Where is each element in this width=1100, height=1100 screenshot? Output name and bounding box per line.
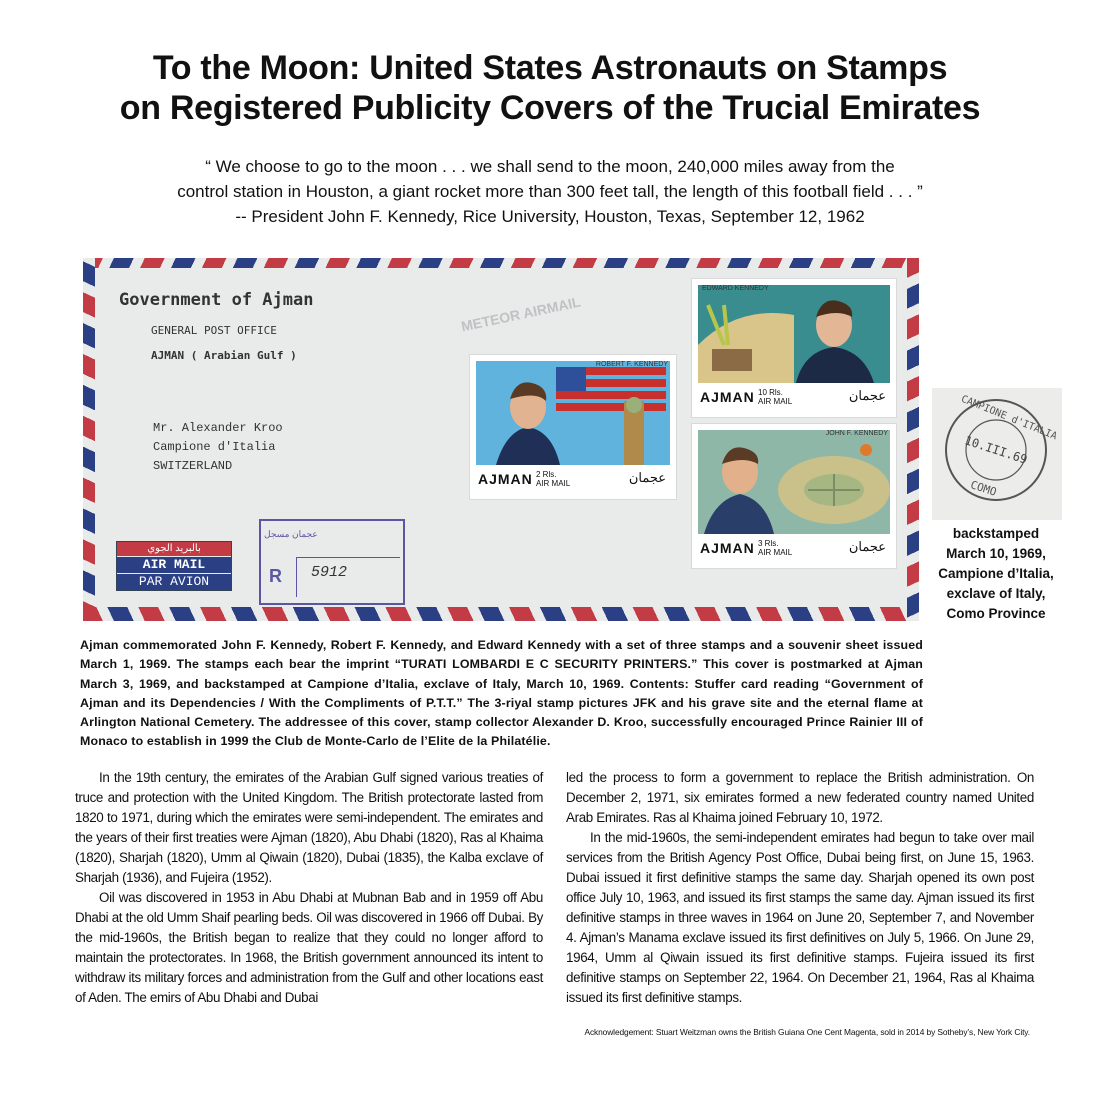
body-paragraph: In the mid-1960s, the semi-independent emirates had begun to take over mail services from the British Agency Post Office, Dubai being first, on June 15, 1963. Dubai issued it first definitive stamps the same day. Sharjah opened its own post office July 10, 1963, and issued its first stamps the same day. Ajman issued its first definitive stamps in three waves in 1964 on June 20, September 7, and November 4. Ajman’s Manama exclave issued its first definitives on July 5, 1966. On June 29, 1964, Umm al Qiwain issued its first definitive stamps. Fujeira issued its first definitive stamps on September 22, 1964. On December 21, 1964, Ras al Khaima issued its first definitive stamps. — [566, 830, 1034, 1005]
stamp-service: AIR MAIL — [758, 397, 793, 406]
stamp-value — [536, 470, 570, 488]
body-column-right — [566, 768, 1034, 1008]
backstamp-caption-line: Como Province — [946, 606, 1046, 621]
airmail-label — [116, 541, 232, 591]
acknowledgement: Acknowledgement: Stuart Weitzman owns the British Guiana One Cent Magenta, sold in 2014 by Sotheby’s, New York City. — [584, 1027, 1030, 1037]
stamp-arabic: عجمان — [628, 470, 666, 485]
stamp-portrait-name: JOHN F. KENNEDY — [825, 430, 888, 437]
backstamp-postmark-image — [932, 388, 1062, 520]
quote-attribution: -- President John F. Kennedy, Rice University, Houston, Texas, September 12, 1962 — [235, 207, 865, 226]
body-paragraph: Oil was discovered in 1953 in Abu Dhabi at Mubnan Bab and in 1959 off Abu Dhabi at the old Umm Shaif pearling beds. Oil was discovered in 1966 off Dubai. By the mid-1960s, the British began to realize that they could no longer afford to maintain the protectorates. In 1968, the British government announced its intent to withdraw its military forces and administration from the Gulf and other locations east of Aden. The emirs of Abu Dhabi and Dubai — [75, 890, 543, 1005]
body-paragraph: In the 19th century, the emirates of the Arabian Gulf signed various treaties of truce and protection with the United Kingdom. The British protectorate lasted from 1820 to 1971, during which the emirates were semi-independent. The emirates and the years of their first treaties were Ajman (1820), Abu Dhabi (1820), Ras al Khaima (1820), Sharjah (1820), Umm al Qiwain (1820), Dubai (1835), the Kalba exclave of Sharjah (1936), and Fujeira (1952). — [75, 770, 543, 885]
registration-arabic: عجمان مسجل — [264, 529, 318, 539]
return-line-3: AJMAN ( Arabian Gulf ) — [151, 349, 297, 362]
stamp-footer — [698, 536, 890, 562]
stamp-value — [758, 539, 792, 557]
addressee-line-3: SWITZERLAND — [153, 459, 233, 473]
page-title — [0, 48, 1100, 128]
backstamp-caption-line: March 10, 1969, — [946, 546, 1046, 561]
stamp-value — [758, 388, 792, 406]
title-line-1: To the Moon: United States Astronauts on Stamps — [152, 49, 948, 87]
kennedy-quote — [0, 154, 1100, 229]
registration-label — [259, 519, 405, 605]
airmail-border-right — [907, 258, 919, 621]
stamp-arabic: عجمان — [848, 539, 886, 554]
postmark-bottom-text: COMO — [968, 478, 999, 499]
cover-caption: Ajman commemorated John F. Kennedy, Robert F. Kennedy, and Edward Kennedy with a set of three stamps and a souvenir sheet issued March 1, 1969. The stamps each bear the imprint “TURATI LOMBARDI E C SECURITY PRINTERS.” This cover is postmarked at Ajman March 3, 1969, and backstamped at Campione d’Italia, exclave of Italy, March 10, 1969. Contents: Stuffer card reading “Government of Ajman and its Dependencies / With the Compliments of P.T.T.” The 3-riyal stamp pictures JFK and his grave site and the eternal flame at Arlington National Cemetery. The addressee of this cover, stamp collector Alexander D. Kroo, successfully encouraged Prince Rainier III of Monaco to establish in 1999 the Club de Monte-Carlo de l’Elite de la Philatélie. — [80, 638, 923, 749]
meteor-airmail-mark: METEOR AIRMAIL — [459, 293, 582, 335]
stamp-value-amount: 3 Rls. — [758, 539, 779, 548]
postmark-icon — [932, 388, 1062, 520]
backstamp-caption — [920, 524, 1072, 624]
airmail-arabic: بالبريد الجوي — [117, 542, 231, 556]
quote-line-2: control station in Houston, a giant rocket more than 300 feet tall, the length of this football field . . . ” — [177, 182, 923, 201]
stamp-art-robert — [476, 361, 670, 465]
stamp-art-john — [698, 430, 890, 534]
backstamp-caption-line: backstamped — [952, 526, 1040, 541]
stamp-footer — [698, 385, 890, 411]
registration-rule — [296, 557, 400, 558]
stamp-service: AIR MAIL — [758, 548, 793, 557]
airmail-english: AIR MAIL — [117, 557, 231, 573]
stamp-value-amount: 2 Rls. — [536, 470, 557, 479]
backstamp-caption-line: Campione d’Italia, — [938, 566, 1054, 581]
registration-rule-vertical — [296, 557, 297, 597]
postmark-top-text: CAMPIONE d'ITALIA — [959, 393, 1059, 443]
body-paragraph: led the process to form a government to replace the British administration. On December 2, 1971, six emirates formed a new federated country named United Arab Emirates. Ras al Khaima joined February 10, 1972. — [566, 770, 1034, 825]
airmail-french: PAR AVION — [117, 574, 231, 590]
quote-line-1: “ We choose to go to the moon . . . we shall send to the moon, 240,000 miles away from the — [205, 157, 895, 176]
registration-number: 5912 — [311, 564, 348, 581]
title-line-2: on Registered Publicity Covers of the Trucial Emirates — [119, 89, 981, 127]
body-column-left — [75, 768, 543, 1008]
backstamp-caption-line: exclave of Italy, — [946, 586, 1046, 601]
stamp-portrait-name: EDWARD KENNEDY — [702, 285, 769, 292]
stamp-robert-kennedy — [469, 354, 677, 500]
stamp-edward-kennedy — [691, 278, 897, 418]
registered-cover — [83, 258, 919, 621]
stamp-portrait-name: ROBERT F. KENNEDY — [595, 361, 668, 368]
stamp-footer — [476, 467, 670, 493]
return-line-1: Government of Ajman — [119, 290, 314, 310]
stamp-art-edward — [698, 285, 890, 383]
stamp-service: AIR MAIL — [536, 479, 571, 488]
postmark-date-text: 10.III.69 — [962, 433, 1030, 467]
addressee-line-2: Campione d'Italia — [153, 440, 276, 454]
stamp-country: AJMAN — [478, 471, 533, 487]
airmail-border-top — [83, 258, 919, 268]
stamp-country: AJMAN — [700, 540, 755, 556]
stamp-john-kennedy — [691, 423, 897, 569]
airmail-border-bottom — [83, 607, 919, 621]
airmail-border-left — [83, 258, 95, 621]
stamp-arabic: عجمان — [848, 388, 886, 403]
stamp-country: AJMAN — [700, 389, 755, 405]
addressee-line-1: Mr. Alexander Kroo — [153, 421, 283, 435]
registration-letter: R — [269, 566, 282, 586]
return-address — [119, 290, 313, 362]
return-line-2: GENERAL POST OFFICE — [151, 324, 277, 337]
addressee — [153, 419, 283, 476]
stamp-value-amount: 10 Rls. — [758, 388, 783, 397]
